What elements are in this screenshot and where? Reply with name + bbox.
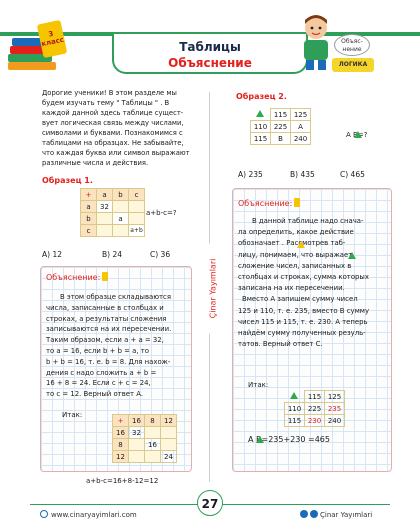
explanation-text-right: В данной таблице надо снача- ла определить, какое действие обозначает . Рассмотрев таб- лицу, понимаем, что выражает сложение чисел, записанных в столбцах и строках, сумма которых записана на их пересечении. Вместо А запишем сумму чисел 125 и 110, т. е. 235, вместо В сумму чисел 115 и 115, т. е. 230. А теперь найдём сумму полученных резуль- татов. Верный ответ С. <box>238 217 370 349</box>
table-cell: 125 <box>325 391 345 403</box>
table-cell: b <box>113 189 129 201</box>
table-cell <box>161 427 177 439</box>
triangle-icon <box>297 241 305 248</box>
answer-option: B) 435 <box>290 170 315 179</box>
result-table-right <box>284 390 345 427</box>
table-cell <box>145 451 161 463</box>
table-cell: A <box>291 121 311 133</box>
sample2-table <box>250 108 311 145</box>
table-cell <box>129 213 145 225</box>
page-subtitle: Объяснение <box>168 56 252 70</box>
table-cell: b <box>81 213 97 225</box>
sample2-title: Образец 2. <box>236 92 287 101</box>
pencil-icon <box>102 272 108 281</box>
table-cell: 110 <box>251 121 271 133</box>
table-cell: 125 <box>291 109 311 121</box>
explanation-badge: Объяс-нение <box>334 34 370 56</box>
result-table-left <box>112 414 177 463</box>
table-cell <box>97 225 113 237</box>
table-cell: 8 <box>145 415 161 427</box>
intro-paragraph: Дорогие ученики! В этом разделе мы будем изучать тему " Таблицы " . В каждой данной здесь таблице сущест-вует логическая связь между числами, символами и буквами. Познакомимся с таблицами на образцах. Не забывайте, что каждая буква или символ выражают различные числа и действия. <box>42 89 190 167</box>
explanation-text-left: В этом образце складываются числа, записанные в столбцах и строках, а результаты сложения записываются на их пересечении. Таким образом, если а + а = 32, то а = 16, если b + b = a, то b + b = 16, т. е. b = 8. Для нахож- дения с надо сложить а + b = 16 + 8 = 24. Если c + c = 24, то с = 12. Верный ответ А. <box>46 293 172 399</box>
table-cell: a <box>81 201 97 213</box>
table-cell: 115 <box>285 415 305 427</box>
answer-option: C) 465 <box>340 170 365 179</box>
table-cell: c <box>81 225 97 237</box>
table-cell: c <box>129 189 145 201</box>
table-cell <box>113 225 129 237</box>
sample2-question: A B=? <box>346 131 368 139</box>
table-cell: B <box>271 133 291 145</box>
table-cell: 16 <box>129 415 145 427</box>
table-cell: 230 <box>305 415 325 427</box>
sample1-table <box>80 188 145 237</box>
triangle-icon <box>290 392 298 399</box>
table-cell: 240 <box>325 415 345 427</box>
table-cell <box>113 201 129 213</box>
grade-badge: 3 класс <box>37 20 68 58</box>
table-cell: 115 <box>251 133 271 145</box>
result-formula-right: A B=235+230 =465 <box>248 435 330 444</box>
table-cell: a+b <box>129 225 145 237</box>
table-cell <box>251 109 271 121</box>
table-cell: 115 <box>305 391 325 403</box>
table-cell: + <box>81 189 97 201</box>
table-cell: 32 <box>97 201 113 213</box>
table-cell <box>129 451 145 463</box>
title-tab <box>112 34 308 74</box>
vertical-brand: Çinar Yayımlari <box>198 248 220 338</box>
footer-website[interactable]: www.cinaryayimlari.com <box>40 510 137 519</box>
table-cell: 240 <box>291 133 311 145</box>
answer-option: A) 12 <box>42 250 62 259</box>
table-cell: 225 <box>271 121 291 133</box>
table-cell: 225 <box>305 403 325 415</box>
table-cell: 235 <box>325 403 345 415</box>
table-cell <box>145 427 161 439</box>
instagram-icon <box>300 510 308 518</box>
facebook-icon <box>310 510 318 518</box>
table-cell: 8 <box>113 439 129 451</box>
table-cell: a <box>97 189 113 201</box>
table-cell <box>161 439 177 451</box>
table-cell <box>97 213 113 225</box>
page-title: Таблицы <box>179 40 241 54</box>
triangle-icon <box>354 131 362 138</box>
table-cell: 16 <box>145 439 161 451</box>
explanation-title-right: Объяснение: <box>238 198 300 208</box>
answer-option: C) 36 <box>150 250 171 259</box>
triangle-icon <box>256 436 264 443</box>
globe-icon <box>40 510 48 518</box>
table-cell: 24 <box>161 451 177 463</box>
page-number: 27 <box>197 490 223 516</box>
itak-label-left: Итак: <box>62 411 83 419</box>
triangle-icon <box>256 110 264 117</box>
pencil-icon <box>294 198 300 207</box>
table-cell: + <box>113 415 129 427</box>
page-header <box>0 0 420 82</box>
explanation-title-left: Объяснение: <box>46 272 108 282</box>
footer-publisher[interactable]: Çinar Yayımlari <box>300 510 372 519</box>
table-cell <box>129 439 145 451</box>
table-cell <box>129 201 145 213</box>
table-cell: 110 <box>285 403 305 415</box>
answer-option: B) 24 <box>102 250 122 259</box>
table-cell: a <box>113 213 129 225</box>
answer-option: A) 235 <box>238 170 263 179</box>
table-cell <box>285 391 305 403</box>
sample1-question: a+b-c=? <box>146 209 177 217</box>
table-cell: 115 <box>271 109 291 121</box>
itak-label-right: Итак: <box>248 381 269 389</box>
page-footer <box>0 490 420 530</box>
table-cell: 16 <box>113 427 129 439</box>
logic-badge: ЛОГИКА <box>332 58 374 72</box>
result-formula-left: a+b-c=16+8-12=12 <box>86 477 159 485</box>
table-cell: 12 <box>161 415 177 427</box>
table-cell: 32 <box>129 427 145 439</box>
sample1-title: Образец 1. <box>42 176 93 185</box>
triangle-icon <box>348 252 356 259</box>
table-cell: 12 <box>113 451 129 463</box>
